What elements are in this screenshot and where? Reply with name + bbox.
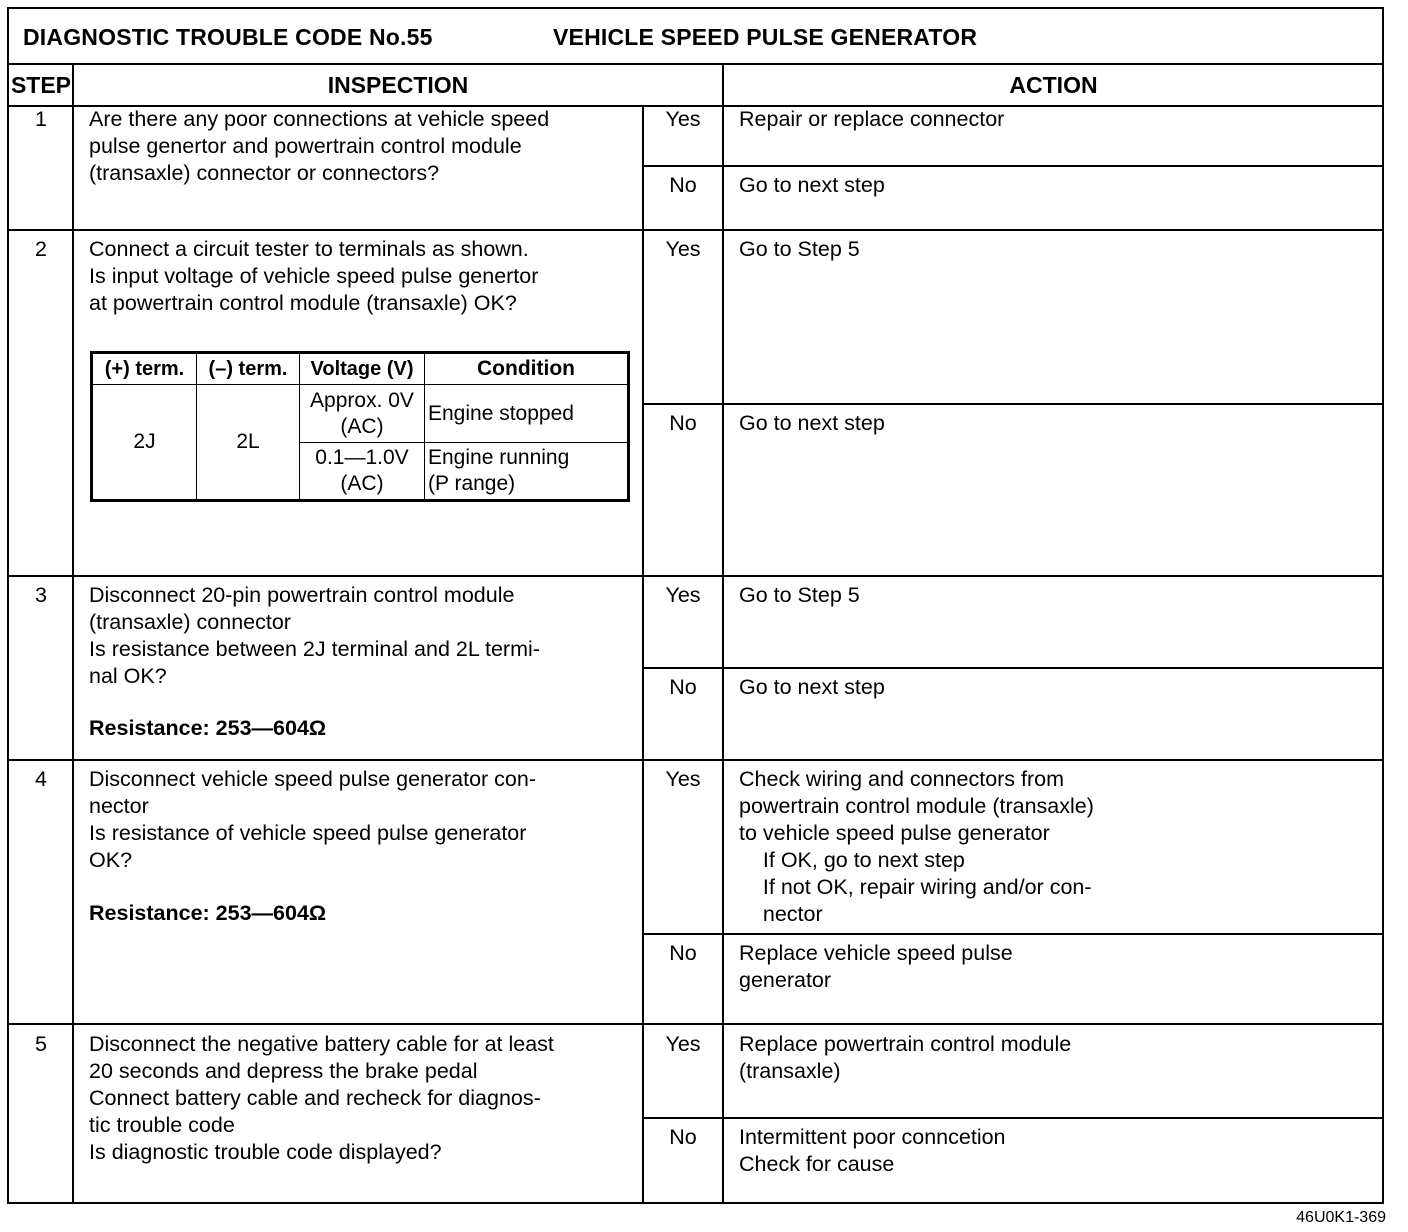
yes-action: Check wiring and connectors from powertrain control module (transaxle) to vehicle speed pulse generator If OK, go to next step If not OK, repair wiring and/or con- nector	[739, 767, 1094, 926]
yes-label: Yes	[665, 767, 701, 791]
inspection-text: Disconnect 20-pin powertrain control module (transaxle) connector Is resistance between 2J terminal and 2L termi- nal OK?	[89, 583, 540, 688]
row-divider	[642, 1117, 1384, 1119]
yes-action: Replace powertrain control module (transaxle)	[739, 1032, 1072, 1083]
divider	[722, 65, 724, 1204]
yes-label: Yes	[665, 237, 701, 261]
no-action: Intermittent poor conncetion Check for cause	[739, 1125, 1006, 1176]
no-action: Replace vehicle speed pulse generator	[739, 941, 1013, 992]
minus-terminal: 2L	[197, 385, 300, 501]
no-action: Go to next step	[739, 675, 885, 699]
plus-terminal-header: (+) term.	[92, 353, 197, 385]
dtc-code-title: DIAGNOSTIC TROUBLE CODE No.55	[23, 24, 433, 50]
voltage-value: Approx. 0V (AC)	[300, 385, 425, 443]
resistance-spec: Resistance: 253—604Ω	[89, 901, 327, 925]
action-header: ACTION	[723, 65, 1384, 107]
inspection-text: Disconnect vehicle speed pulse generator con- nector Is resistance of vehicle speed pulse generator OK?	[89, 767, 536, 872]
voltage-value: 0.1—1.0V (AC)	[300, 443, 425, 501]
no-label: No	[669, 941, 697, 965]
no-action: Go to next step	[739, 173, 885, 197]
inspection-text: Connect a circuit tester to terminals as shown. Is input voltage of vehicle speed pulse genertor at powertrain control module (transaxle) OK?	[89, 237, 539, 315]
component-title: VEHICLE SPEED PULSE GENERATOR	[553, 24, 978, 50]
row-divider	[9, 575, 1384, 577]
resistance-spec: Resistance: 253—604Ω	[89, 716, 327, 740]
diagnostic-table	[7, 7, 1384, 1204]
row-divider	[9, 1023, 1384, 1025]
yes-action: Repair or replace connector	[739, 107, 1005, 131]
yes-label: Yes	[665, 583, 701, 607]
condition-value: Engine stopped	[425, 385, 629, 443]
condition-value: Engine running (P range)	[425, 443, 629, 501]
minus-terminal-header: (–) term.	[197, 353, 300, 385]
row-divider	[642, 933, 1384, 935]
step-number: 4	[35, 767, 47, 791]
inspection-text: Are there any poor connections at vehicle speed pulse genertor and powertrain control module (transaxle) connector or connectors?	[89, 107, 550, 185]
row-divider	[9, 759, 1384, 761]
no-label: No	[669, 675, 697, 699]
inspection-header: INSPECTION	[73, 65, 723, 107]
voltage-header: Voltage (V)	[300, 353, 425, 385]
yes-label: Yes	[665, 1032, 701, 1056]
figure-code: 46U0K1-369	[1296, 1209, 1386, 1226]
no-label: No	[669, 1125, 697, 1149]
step-number: 5	[35, 1032, 47, 1056]
title-bar	[9, 9, 1382, 65]
row-divider	[642, 403, 1384, 405]
plus-terminal: 2J	[92, 385, 197, 501]
step-number: 2	[35, 237, 47, 261]
no-label: No	[669, 173, 697, 197]
inspection-text: Disconnect the negative battery cable for at least 20 seconds and depress the brake pedal Connect battery cable and recheck for diagnos- tic trouble code Is diagnostic trouble code displayed?	[89, 1032, 554, 1164]
no-action: Go to next step	[739, 411, 885, 435]
yes-label: Yes	[665, 107, 701, 131]
step-number: 1	[35, 107, 47, 131]
condition-header: Condition	[425, 353, 629, 385]
yes-action: Go to Step 5	[739, 583, 860, 607]
yes-action: Go to Step 5	[739, 237, 860, 261]
step-header: STEP	[9, 65, 73, 107]
row-divider	[642, 165, 1384, 167]
row-divider	[642, 667, 1384, 669]
row-divider	[9, 229, 1384, 231]
step-number: 3	[35, 583, 47, 607]
voltage-spec-table	[90, 351, 630, 502]
no-label: No	[669, 411, 697, 435]
